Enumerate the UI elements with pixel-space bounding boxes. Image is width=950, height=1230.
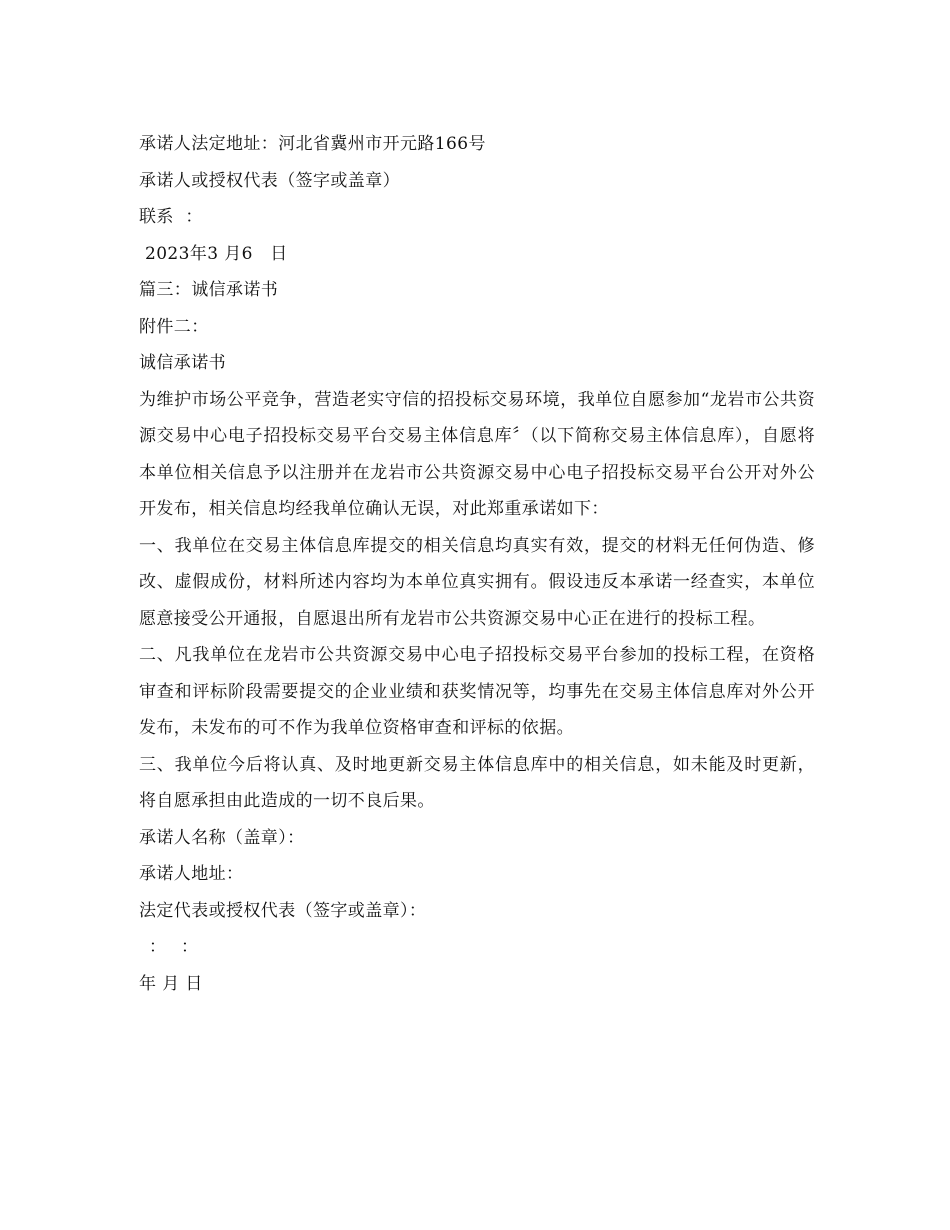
document-title: 诚信承诺书 — [139, 353, 226, 373]
document-page — [139, 126, 815, 1002]
contact-colon-b: ： — [181, 937, 198, 957]
clause-1-paragraph: 一、我单位在交易主体信息库提交的相关信息均真实有效，提交的材料无任何伪造、修改、虚假成份，材料所述内容均为本单位真实拥有。假设违反本承诺一经查实，本单位愿意接受公开通报，自愿退出所有龙岩市公共资源交易中心正在进行的投标工程。 — [139, 535, 815, 629]
section-heading: 篇三：诚信承诺书 — [139, 280, 279, 300]
promisor-representative-signature: 承诺人或授权代表（签字或盖章） — [139, 170, 400, 191]
intro-paragraph: 为维护市场公平竞争，营造老实守信的招投标交易环境，我单位自愿参加“龙岩市公共资源交易中心电子招投标交易平台交易主体信息库〞（以下简称交易主体信息库），自愿将本单位相关信息予以注册并在龙岩市公共资源交易中心电子招投标交易平台公开对外公开发布，相关信息均经我单位确认无误，对此郑重承诺如下： — [139, 389, 815, 519]
attachment-label: 附件二： — [139, 316, 209, 337]
legal-representative-line: 法定代表或授权代表（签字或盖章）： — [139, 900, 427, 921]
clause-3-paragraph: 三、我单位今后将认真、及时地更新交易主体信息库中的相关信息，如未能及时更新，将自愿承担由此造成的一切不良后果。 — [139, 754, 815, 811]
clause-2-paragraph: 二、凡我单位在龙岩市公共资源交易中心电子招投标交易平台参加的投标工程，在资格审查和评标阶段需要提交的企业业绩和获奖情况等，均事先在交易主体信息库对外公开发布，未发布的可不作为我单位资格审查和评标的依据。 — [139, 645, 815, 738]
promisor-address-line: 承诺人地址： — [139, 864, 244, 884]
promisor-legal-address: 承诺人法定地址：河北省冀州市开元路166号 — [139, 134, 486, 154]
contact-fields-line — [139, 929, 815, 966]
promisor-name-line: 承诺人名称（盖章）： — [139, 827, 305, 848]
signature-date-line: 年 月 日 — [139, 973, 203, 994]
signing-date: 2023年3 月6 日 — [145, 243, 288, 264]
contact-colon-a: ： — [149, 937, 166, 957]
contact-line: 联系 ： — [139, 207, 203, 227]
